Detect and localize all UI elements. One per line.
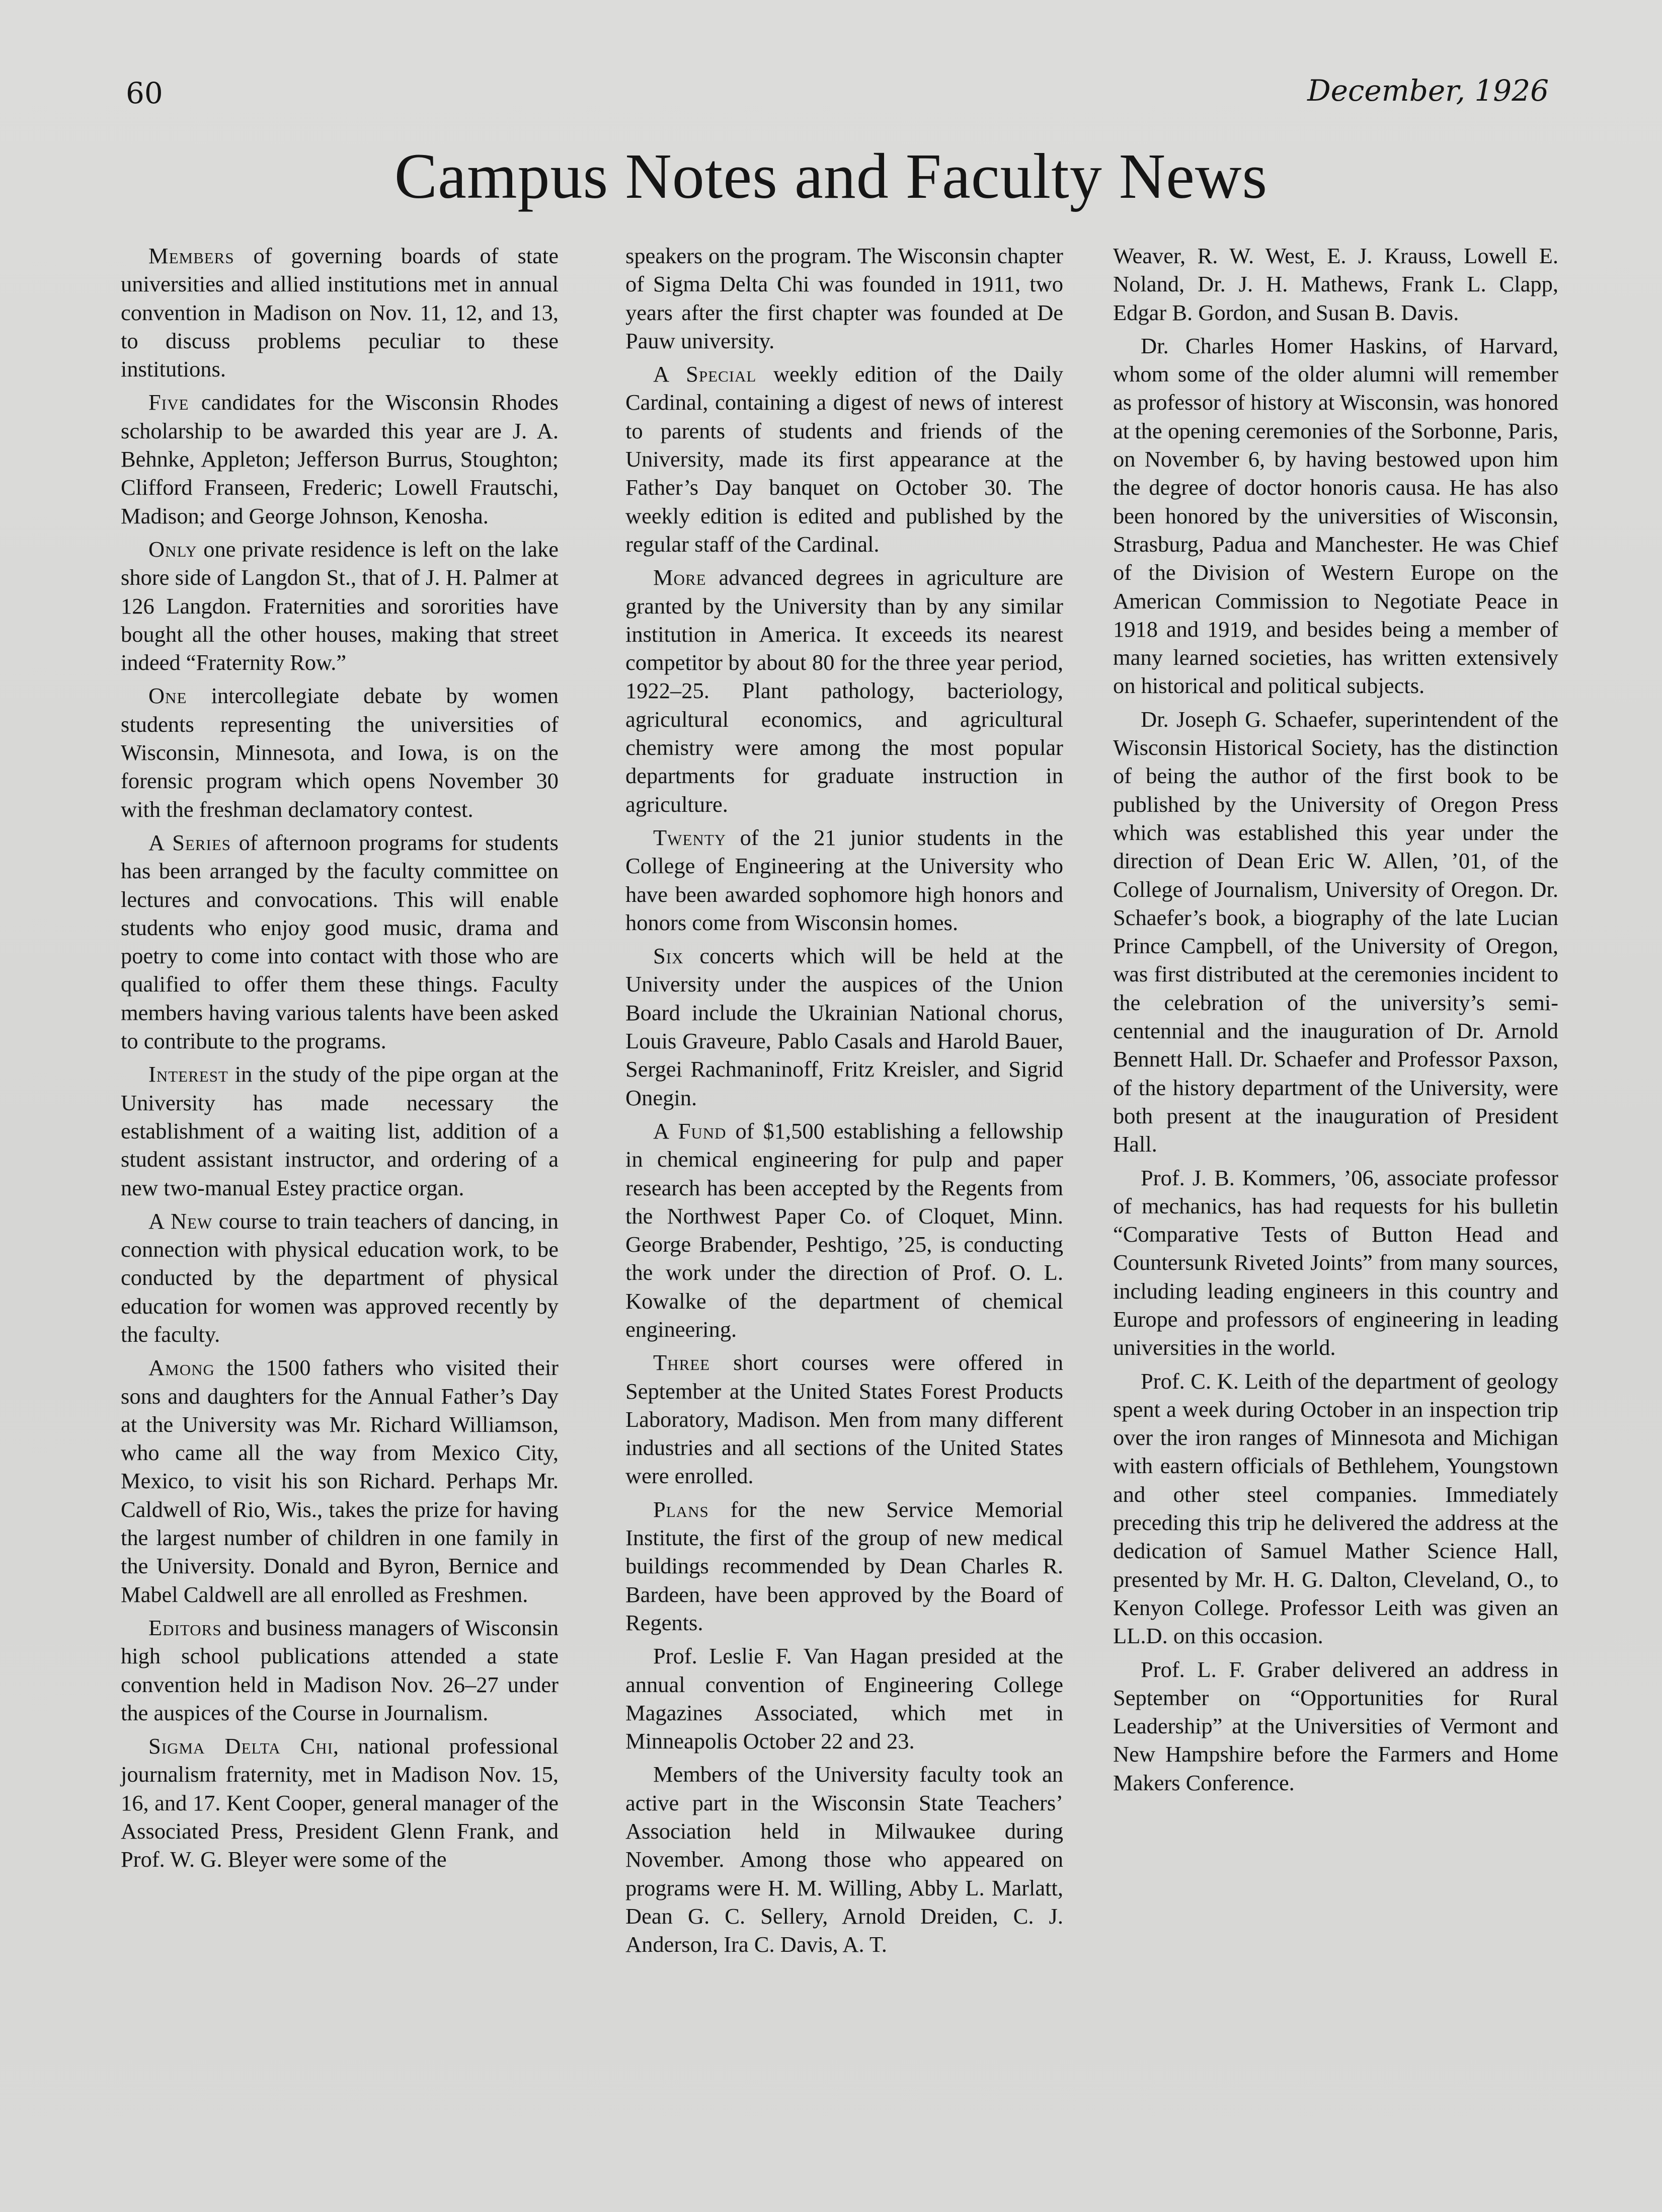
paragraph-text: Members of the University faculty took an active part in the Wisconsin State Teachers’ Association held in Milwaukee during November. Among those who appeared on programs were H. M. Willing, Abby L. Marlatt, Dean G. C. Sellery, Arnold Dreiden, C. J. Anderson, Ira C. Davis, A. T. bbox=[625, 1762, 1063, 1957]
column-1 bbox=[121, 242, 559, 1879]
news-paragraph bbox=[1113, 1367, 1558, 1650]
paragraph-lead-word: A New bbox=[148, 1208, 213, 1234]
paragraph-text: of afternoon programs for students has been arranged by the faculty committee on lectures and convocations. This will enable students who enjoy good music, drama and poetry to come into contact with those who are qualified to offer them these things. Faculty members having various talents have been asked to contribute to the programs. bbox=[121, 829, 559, 1054]
paragraph-text: course to train teachers of dancing, in connection with physical education work, to be conducted by the department of physical education for women was approved recently by the faculty. bbox=[121, 1208, 559, 1347]
paragraph-text: of governing boards of state universities and allied institutions met in annual convention in Madison on Nov. 11, 12, and 13, to discuss problems peculiar to these institutions. bbox=[121, 243, 559, 382]
news-paragraph bbox=[1113, 332, 1558, 700]
paragraph-text: Prof. L. F. Graber delivered an address in September on “Opportunities for Rural Leadership” at the Universities of Vermont and New Hampshire before the Farmers and Home Makers Conference. bbox=[1113, 1656, 1558, 1795]
paragraph-lead-word: A Fund bbox=[653, 1118, 727, 1143]
paragraph-text: Dr. Charles Homer Haskins, of Harvard, whom some of the older alumni will remember as professor of history at Wisconsin, was honored at the opening ceremonies of the Sorbonne, Paris, on November 6, by having bestowed upon him the degree of doctor honoris causa. He has also been honored by the universities of Wisconsin, Strasburg, Padua and Manchester. He was Chief of the Division of Western Europe on the American Commission to Negotiate Peace in 1918 and 1919, and besides being a member of many learned societies, has written extensively on historical and political subjects. bbox=[1113, 333, 1558, 699]
paragraph-text: of the 21 junior students in the College of Engineering at the University who have been awarded sophomore high honors and honors come from Wisconsin homes. bbox=[625, 824, 1063, 935]
news-paragraph bbox=[1113, 1655, 1558, 1797]
news-paragraph bbox=[625, 360, 1063, 558]
paragraph-lead-word: A Series bbox=[148, 829, 231, 855]
news-paragraph bbox=[625, 942, 1063, 1112]
paragraph-lead-word: Three bbox=[653, 1350, 710, 1376]
paragraph-text: , national professional journalism fraternity, met in Madison Nov. 15, 16, and 17. Kent Cooper, general manager of the Associated Press, President Glenn Frank, and Prof. W. G. Bleyer were some of the bbox=[121, 1733, 559, 1872]
news-paragraph bbox=[625, 563, 1063, 818]
paragraph-lead-word: Editors bbox=[148, 1615, 222, 1640]
paragraph-lead-word: Among bbox=[148, 1355, 215, 1381]
news-paragraph bbox=[121, 828, 559, 1055]
news-paragraph bbox=[1113, 1164, 1558, 1362]
news-paragraph bbox=[121, 535, 559, 676]
paragraph-text: speakers on the program. The Wisconsin chapter of Sigma Delta Chi was founded in 1911, two years after the first chapter was founded at De Pauw university. bbox=[625, 243, 1063, 353]
paragraph-lead-word: Interest bbox=[148, 1061, 228, 1087]
paragraph-text: Prof. Leslie F. Van Hagan presided at the annual convention of Engineering College Magazines Associated, which met in Minneapolis October 22 and 23. bbox=[625, 1643, 1063, 1754]
news-paragraph bbox=[121, 1353, 559, 1609]
news-paragraph bbox=[121, 242, 559, 383]
paragraph-lead-word: Five bbox=[148, 390, 189, 415]
news-paragraph bbox=[121, 1614, 559, 1727]
paragraph-lead-word: Only bbox=[148, 536, 197, 562]
page-title: Campus Notes and Faculty News bbox=[394, 140, 1268, 212]
paragraph-text: short courses were offered in September at the United States Forest Products Laboratory, Madison. Men from many different industries and all sections of the United States were enrolled. bbox=[625, 1350, 1063, 1489]
paragraph-text: Dr. Joseph G. Schaefer, superintendent of the Wisconsin Historical Society, has the distinction of being the author of the first book to be published by the University of Oregon Press which was established this year under the direction of Dean Eric W. Allen, ’01, of the College of Journalism, University of Oregon. Dr. Schaefer’s book, a biography of the late Lucian Prince Campbell, of the University of Oregon, was first distributed at the ceremonies incident to the celebration of the university’s semi-centennial and the inauguration of Dr. Arnold Bennett Hall. Dr. Schaefer and Professor Paxson, of the history department of the University, were both present at the inauguration of President Hall. bbox=[1113, 706, 1558, 1157]
paragraph-text: Prof. C. K. Leith of the department of geology spent a week during October in an inspection trip over the iron ranges of Minnesota and Michigan with eastern officials of Bethlehem, Youngstown and other steel companies. Immediately preceding this trip he delivered the address at the dedication of Samuel Mather Science Hall, presented by Mr. H. G. Dalton, Cleveland, O., to Kenyon College. Professor Leith was given an LL.D. on this occasion. bbox=[1113, 1368, 1558, 1649]
paragraph-lead-word: More bbox=[653, 565, 706, 590]
news-paragraph bbox=[625, 1642, 1063, 1755]
news-paragraph bbox=[121, 681, 559, 823]
paragraph-text: Prof. J. B. Kommers, ’06, associate professor of mechanics, has had requests for his bulletin “Comparative Tests of Button Head and Countersunk Riveted Joints” from many sources, including leading engineers in this country and Europe and professors of engineering in leading universities in the world. bbox=[1113, 1165, 1558, 1360]
paragraph-lead-word: Plans bbox=[653, 1496, 709, 1522]
column-3 bbox=[1113, 242, 1558, 1802]
news-paragraph bbox=[1113, 705, 1558, 1159]
paragraph-text: weekly edition of the Daily Cardinal, containing a digest of news of interest to parents of students and friends of the University, made its first appearance at the Father’s Day banquet on October 30. The weekly edition is edited and published by the regular staff of the Cardinal. bbox=[625, 361, 1063, 557]
news-paragraph bbox=[1113, 242, 1558, 327]
news-paragraph bbox=[625, 1348, 1063, 1490]
paragraph-text: candidates for the Wisconsin Rhodes scholarship to be awarded this year are J. A. Behnke, Appleton; Jefferson Burrus, Stoughton; Clifford Franseen, Frederic; Lowell Frautschi, Madison; and George Johnson, Kenosha. bbox=[121, 390, 559, 528]
news-paragraph bbox=[625, 242, 1063, 355]
news-paragraph bbox=[625, 1117, 1063, 1343]
paragraph-lead-word: Members bbox=[148, 243, 234, 268]
news-paragraph bbox=[121, 1207, 559, 1348]
page-number: 60 bbox=[126, 76, 163, 110]
paragraph-text: advanced degrees in agriculture are granted by the University than by any similar institution in America. It exceeds its nearest competitor by about 80 for the three year period, 1922–25. Plant pathology, bacteriology, agricultural economics, and agricultural chemistry were among the most popular departments for graduate instruction in agriculture. bbox=[625, 565, 1063, 817]
news-paragraph bbox=[625, 1760, 1063, 1958]
column-2 bbox=[625, 242, 1063, 1964]
paragraph-text: one private residence is left on the lake shore side of Langdon St., that of J. H. Palmer at 126 Langdon. Fraternities and sororities have bought all the other houses, making that street indeed “Fraternity Row.” bbox=[121, 536, 559, 675]
paragraph-text: for the new Service Memorial Institute, the first of the group of new medical buildings recommended by Dean Charles R. Bardeen, have been approved by the Board of Regents. bbox=[625, 1496, 1063, 1635]
paragraph-text: and business managers of Wisconsin high school publications attended a state convention held in Madison Nov. 26–27 under the auspices of the Course in Journalism. bbox=[121, 1615, 559, 1725]
issue-date: December, 1926 bbox=[1307, 73, 1549, 108]
paragraph-lead-word: A Special bbox=[653, 361, 757, 387]
news-paragraph bbox=[121, 388, 559, 529]
paragraph-lead-word: Twenty bbox=[653, 824, 727, 850]
paragraph-text: concerts which will be held at the University under the auspices of the Union Board include the Ukrainian National chorus, Louis Graveure, Pablo Casals and Harold Bauer, Sergei Rachmaninoff, Fritz Kreisler, and Sigrid Onegin. bbox=[625, 943, 1063, 1110]
news-paragraph bbox=[121, 1060, 559, 1201]
news-paragraph bbox=[625, 1495, 1063, 1637]
paragraph-text: in the study of the pipe organ at the University has made necessary the establishment of a waiting list, addition of a student assistant instructor, and ordering of a new two-manual Estey practice organ. bbox=[121, 1061, 559, 1200]
paragraph-text: Weaver, R. W. West, E. J. Krauss, Lowell E. Noland, Dr. J. H. Mathews, Frank L. Clapp, Edgar B. Gordon, and Susan B. Davis. bbox=[1113, 243, 1558, 325]
paragraph-text: of $1,500 establishing a fellowship in chemical engineering for pulp and paper research has been accepted by the Regents from the Northwest Paper Co. of Cloquet, Minn. George Brabender, Peshtigo, ’25, is conducting the work under the direction of Prof. O. L. Kowalke of the department of chemical engineering. bbox=[625, 1118, 1064, 1342]
news-paragraph bbox=[121, 1732, 559, 1873]
news-paragraph bbox=[625, 823, 1063, 937]
paragraph-lead-word: Six bbox=[653, 943, 684, 969]
paragraph-text: intercollegiate debate by women students representing the universities of Wisconsin, Minnesota, and Iowa, is on the forensic program which opens November 30 with the freshman declamatory contest. bbox=[121, 683, 559, 822]
paragraph-lead-word: Sigma Delta Chi bbox=[148, 1733, 333, 1759]
paragraph-text: the 1500 fathers who visited their sons and daughters for the Annual Father’s Day at the University was Mr. Richard Williamson, who came all the way from Mexico City, Mexico, to visit his son Richard. Perhaps Mr. Caldwell of Rio, Wis., takes the prize for having the largest number of children in one family in the University. Donald and Byron, Bernice and Mabel Caldwell are all enrolled as Freshmen. bbox=[121, 1355, 559, 1607]
paragraph-lead-word: One bbox=[148, 683, 187, 709]
